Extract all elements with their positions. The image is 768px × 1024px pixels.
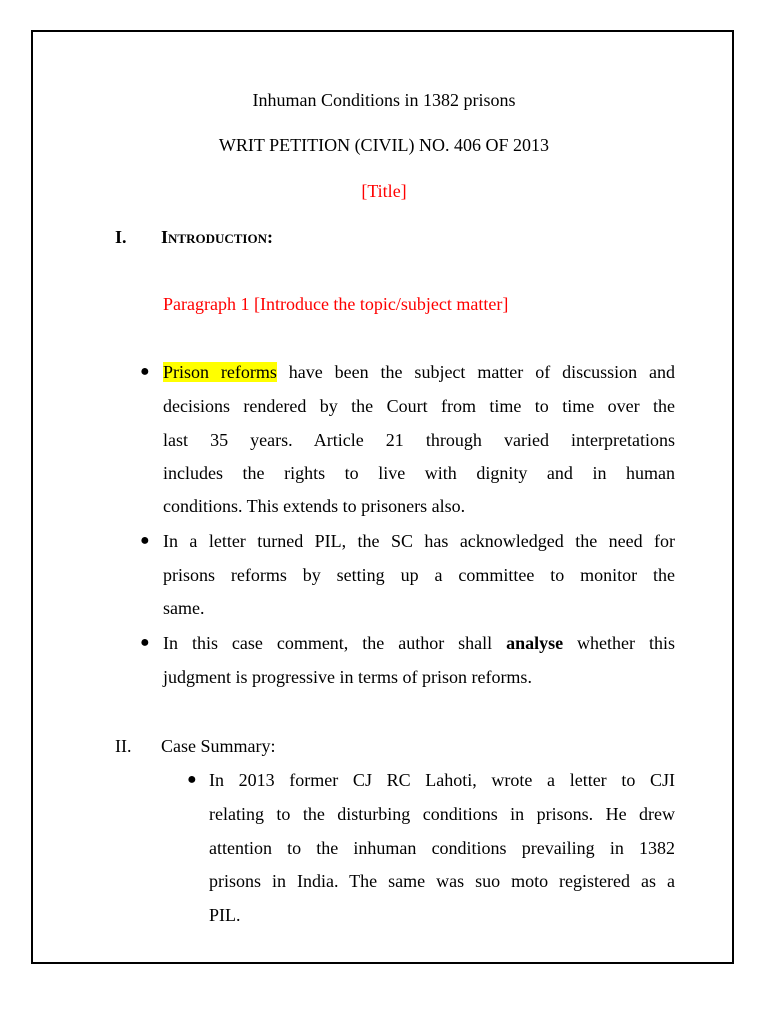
case-bullet-line-2: relating to the disturbing conditions in prisons. He drew <box>209 804 675 824</box>
case-bullet-line-1: In 2013 former CJ RC Lahoti, wrote a letter to CJI <box>209 770 675 790</box>
paragraph-1-label: Paragraph 1 [Introduce the topic/subject matter] <box>163 294 509 314</box>
bullet-2-line-3: same. <box>163 598 205 618</box>
highlighted-phrase: Prison reforms <box>163 362 277 382</box>
bullet-3-line-2: judgment is progressive in terms of prison reforms. <box>163 667 532 687</box>
bullet-1-line-4: includes the rights to live with dignity and in human <box>163 463 675 483</box>
title-placeholder: [Title] <box>361 181 407 201</box>
case-bullet-line-3: attention to the inhuman conditions prevailing in 1382 <box>209 838 675 858</box>
bullet-1-line-3: last 35 years. Article 21 through varied interpretations <box>163 430 675 450</box>
bullet-icon: ● <box>140 634 150 651</box>
bullet-1-line-1: Prison reforms have been the subject matter of discussion and <box>163 362 675 382</box>
case-bullet-line-4: prisons in India. The same was suo moto registered as a <box>209 871 675 891</box>
bullet-2-line-1: In a letter turned PIL, the SC has acknowledged the need for <box>163 531 675 551</box>
bullet-icon: ● <box>187 771 197 788</box>
bullet-1-line-2: decisions rendered by the Court from time to time over the <box>163 396 675 416</box>
case-bullet-line-5: PIL. <box>209 905 241 925</box>
document-title: Inhuman Conditions in 1382 prisons <box>252 90 516 110</box>
section-1-heading: Introduction: <box>161 227 273 247</box>
bullet-3-line-1: In this case comment, the author shall analyse whether this <box>163 633 675 653</box>
bullet-2-line-2: prisons reforms by setting up a committee to monitor the <box>163 565 675 585</box>
petition-number: WRIT PETITION (CIVIL) NO. 406 OF 2013 <box>218 135 550 155</box>
bullet-1-line-5: conditions. This extends to prisoners also. <box>163 496 466 516</box>
bullet-icon: ● <box>140 363 150 380</box>
section-2-heading: Case Summary: <box>161 736 276 756</box>
section-2-number: II. <box>115 736 132 756</box>
section-1-number: I. <box>115 227 127 247</box>
bold-keyword: analyse <box>506 633 564 653</box>
bullet-icon: ● <box>140 532 150 549</box>
